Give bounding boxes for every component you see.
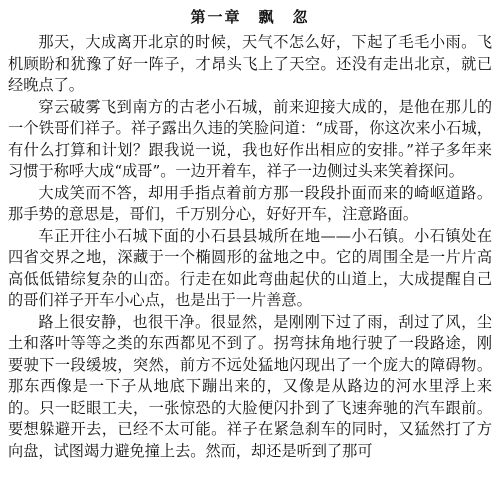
chapter-body (8, 32, 492, 462)
paragraph: 大成笑而不答，却用手指点着前方那一段段扑面而来的崎岖道路。那手势的意思是，哥们，千万别分心，好好开车，注意路面。 (8, 183, 492, 223)
paragraph: 路上很安静，也很干净。很显然，是刚刚下过了雨，刮过了风，尘土和落叶等等之类的东西都见不到了。拐弯抹角地行驶了一段路途，刚要驶下一段缓坡，突然，前方不远处猛地闪现出了一个庞大的障碍物。那东西像是一下子从地底下蹦出来的，又像是从路边的河水里浮上来的。只一眨眼工夫，一张惊恐的大脸便闪扑到了飞速奔驰的汽车跟前。要想躲避开去，已经不太可能。祥子在紧急刹车的同时，又猛然打了方向盘，试图竭力避免撞上去。然而，却还是听到了那可 (8, 312, 492, 460)
paragraph: 穿云破雾飞到南方的古老小石城，前来迎接大成的，是他在那儿的一个铁哥们祥子。祥子露出久违的笑脸问道：“成哥，你这次来小石城，有什么打算和计划？跟我说一说，我也好作出相应的安排。”祥子多年来习惯于称呼大成“成哥”。一边开着车，祥子一边侧过头来笑着探问。 (8, 97, 492, 180)
paragraph: 那天，大成离开北京的时候，天气不怎么好，下起了毛毛小雨。飞机顾盼和犹豫了好一阵子，才昂头飞上了天空。还没有走出北京，就已经晚点了。 (8, 33, 492, 94)
chapter-title: 第一章 飘 忽 (190, 8, 310, 26)
paragraph: 车正开往小石城下面的小石县县城所在地——小石镇。小石镇处在四省交界之地，深藏于一个椭圆形的盆地之中。它的周围全是一片片高高低低错综复杂的山峦。行走在如此弯曲起伏的山道上，大成提醒自己的哥们祥子开车小心点，也是出于一片善意。 (8, 226, 492, 309)
